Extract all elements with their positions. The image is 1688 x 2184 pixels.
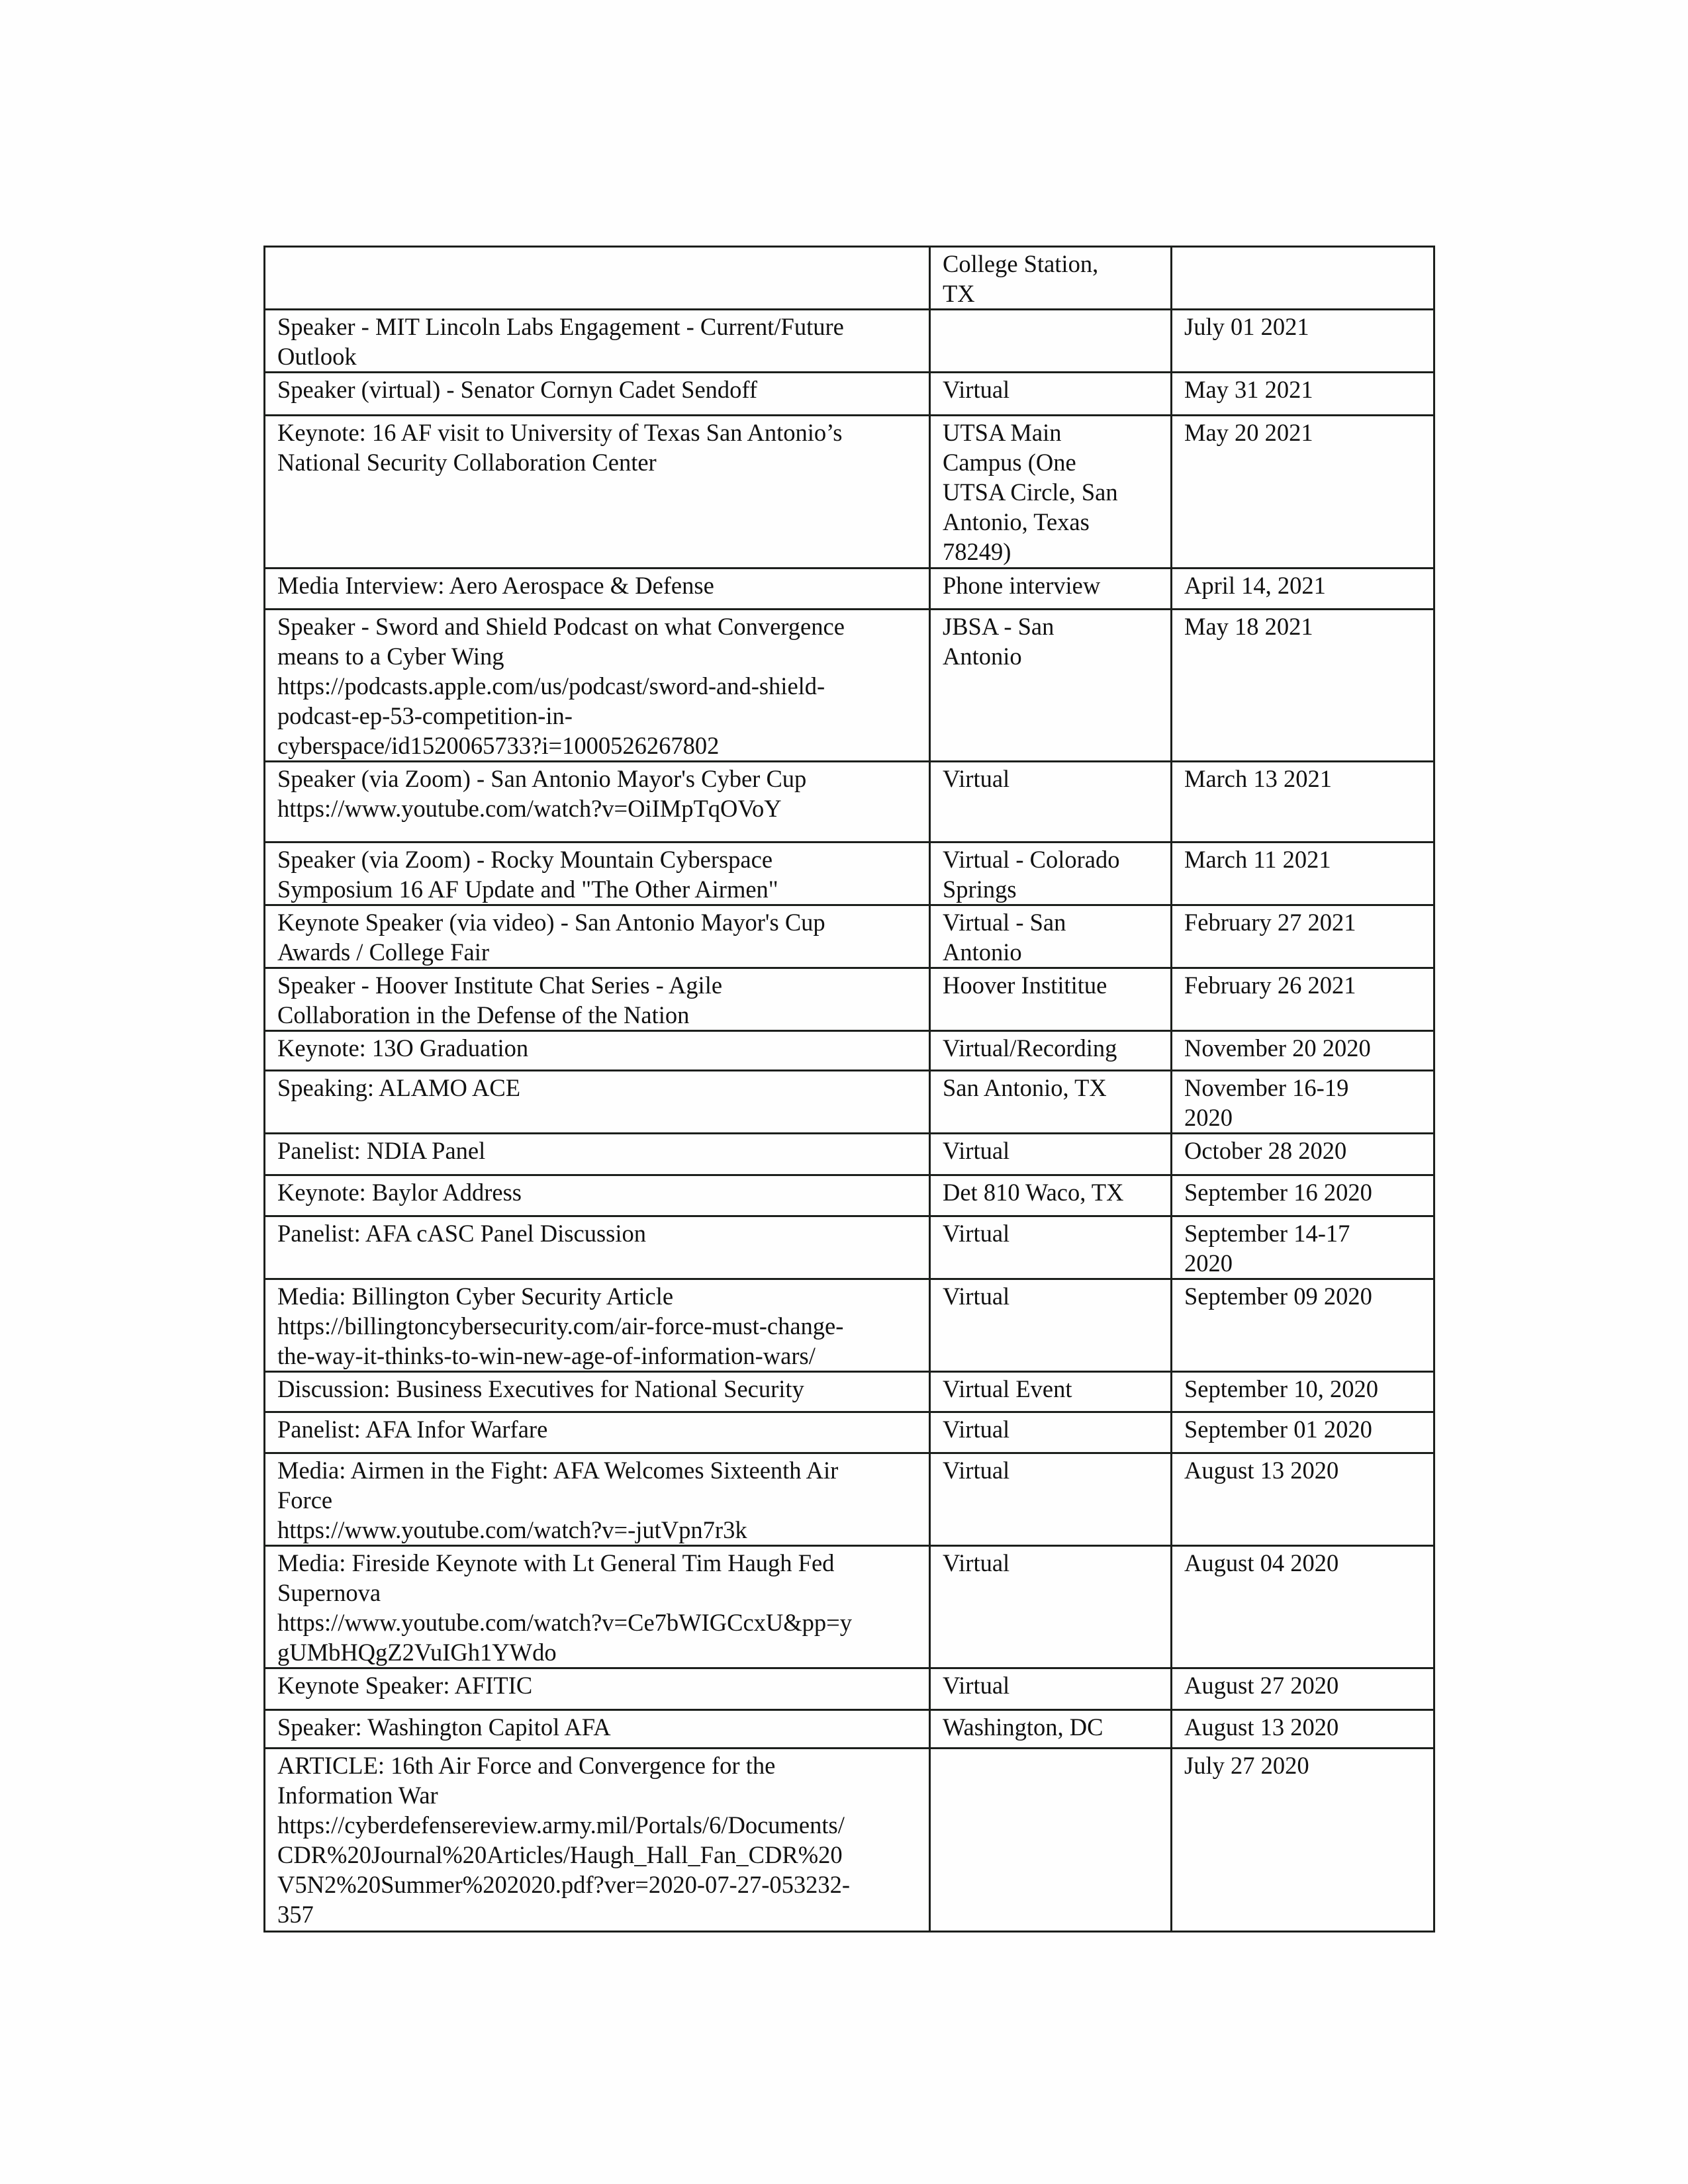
event-text: Speaker (via Zoom) - San Antonio Mayor's Cyber Cup <box>277 765 807 792</box>
location-text: Virtual/Recording <box>943 1034 1117 1062</box>
event-text: Panelist: NDIA Panel <box>277 1137 486 1164</box>
date-text: November 16-19 <box>1184 1074 1349 1101</box>
table-row <box>265 1453 1434 1546</box>
date-text: July 27 2020 <box>1184 1752 1309 1779</box>
location-text: Campus (One <box>943 449 1076 476</box>
location-cell <box>930 310 1172 373</box>
date-text: May 20 2021 <box>1184 419 1313 446</box>
location-text: JBSA - San <box>943 613 1055 640</box>
event-text: Outlook <box>277 343 357 370</box>
date-text: November 20 2020 <box>1184 1034 1371 1062</box>
event-text: Keynote Speaker (via video) - San Antonio Mayor's Cup <box>277 909 825 936</box>
location-text: College Station, <box>943 250 1099 277</box>
date-text: 2020 <box>1184 1104 1233 1131</box>
event-text: Speaker (virtual) - Senator Cornyn Cadet Sendoff <box>277 376 758 403</box>
location-text: UTSA Main <box>943 419 1062 446</box>
location-text: Virtual - San <box>943 909 1066 936</box>
event-cell <box>265 1031 930 1071</box>
date-cell <box>1172 373 1434 416</box>
table-row <box>265 905 1434 968</box>
location-text: Virtual <box>943 1457 1010 1484</box>
url-text: gUMbHQgZ2VuIGh1YWdo <box>277 1639 557 1666</box>
event-text: means to a Cyber Wing <box>277 643 504 670</box>
date-cell <box>1172 247 1434 310</box>
location-text: Phone interview <box>943 572 1101 599</box>
event-text: Keynote Speaker: AFITIC <box>277 1672 533 1699</box>
date-cell <box>1172 416 1434 569</box>
event-text: Symposium 16 AF Update and "The Other Airmen" <box>277 876 778 903</box>
event-cell <box>265 905 930 968</box>
table-row <box>265 1134 1434 1175</box>
location-text: UTSA Circle, San <box>943 478 1118 506</box>
location-cell <box>930 905 1172 968</box>
event-cell <box>265 1546 930 1668</box>
location-cell <box>930 1071 1172 1134</box>
date-cell <box>1172 1071 1434 1134</box>
date-text: March 13 2021 <box>1184 765 1333 792</box>
event-cell <box>265 1412 930 1453</box>
event-text: Panelist: AFA cASC Panel Discussion <box>277 1220 646 1247</box>
event-text: Media: Billington Cyber Security Article <box>277 1283 674 1310</box>
location-text: Springs <box>943 876 1017 903</box>
event-text: Media Interview: Aero Aerospace & Defense <box>277 572 714 599</box>
table-row <box>265 1175 1434 1216</box>
event-cell <box>265 762 930 842</box>
table-row <box>265 842 1434 905</box>
location-text: Antonio <box>943 643 1022 670</box>
event-text: Keynote: 13O Graduation <box>277 1034 529 1062</box>
location-cell <box>930 1279 1172 1372</box>
date-text: August 04 2020 <box>1184 1549 1339 1576</box>
table-row <box>265 373 1434 416</box>
date-text: April 14, 2021 <box>1184 572 1326 599</box>
location-cell <box>930 569 1172 610</box>
event-cell <box>265 1216 930 1279</box>
event-text: Awards / College Fair <box>277 938 490 966</box>
location-cell <box>930 1031 1172 1071</box>
url-text: https://billingtoncybersecurity.com/air-force-must-change- <box>277 1312 844 1340</box>
event-cell <box>265 1453 930 1546</box>
event-text: Speaker - Hoover Institute Chat Series - Agile <box>277 972 723 999</box>
date-cell <box>1172 1412 1434 1453</box>
location-cell <box>930 1216 1172 1279</box>
date-cell <box>1172 762 1434 842</box>
url-text: https://cyberdefensereview.army.mil/Portals/6/Documents/ <box>277 1811 845 1839</box>
event-text: Discussion: Business Executives for National Security <box>277 1375 804 1402</box>
location-cell <box>930 1372 1172 1412</box>
date-cell <box>1172 569 1434 610</box>
event-cell <box>265 1710 930 1749</box>
location-cell <box>930 1175 1172 1216</box>
event-text: Speaker: Washington Capitol AFA <box>277 1713 611 1741</box>
date-cell <box>1172 968 1434 1031</box>
table-row <box>265 1031 1434 1071</box>
location-text: Virtual <box>943 1137 1010 1164</box>
event-cell <box>265 416 930 569</box>
location-cell <box>930 762 1172 842</box>
url-text: podcast-ep-53-competition-in- <box>277 702 573 729</box>
date-text: May 18 2021 <box>1184 613 1313 640</box>
event-cell <box>265 1175 930 1216</box>
table-row <box>265 1668 1434 1710</box>
url-text: https://www.youtube.com/watch?v=Ce7bWIGCcxU&pp=y <box>277 1609 853 1636</box>
date-cell <box>1172 1546 1434 1668</box>
event-cell <box>265 373 930 416</box>
event-text: Speaker - MIT Lincoln Labs Engagement - Current/Future <box>277 313 844 340</box>
location-cell <box>930 247 1172 310</box>
location-text: Virtual - Colorado <box>943 846 1120 873</box>
table-row <box>265 610 1434 762</box>
date-text: February 27 2021 <box>1184 909 1356 936</box>
date-cell <box>1172 1175 1434 1216</box>
location-cell <box>930 1412 1172 1453</box>
date-cell <box>1172 1279 1434 1372</box>
event-text: ARTICLE: 16th Air Force and Convergence for the <box>277 1752 776 1779</box>
location-text: 78249) <box>943 538 1011 565</box>
location-cell <box>930 1749 1172 1932</box>
location-text: Virtual <box>943 1416 1010 1443</box>
location-cell <box>930 842 1172 905</box>
event-text: Speaker (via Zoom) - Rocky Mountain Cyberspace <box>277 846 773 873</box>
url-text: 357 <box>277 1901 314 1928</box>
table-row <box>265 1279 1434 1372</box>
url-text: cyberspace/id1520065733?i=1000526267802 <box>277 732 720 759</box>
location-text: Antonio, Texas <box>943 508 1090 535</box>
date-cell <box>1172 1668 1434 1710</box>
date-text: February 26 2021 <box>1184 972 1356 999</box>
table-row <box>265 1216 1434 1279</box>
date-cell <box>1172 310 1434 373</box>
date-text: September 09 2020 <box>1184 1283 1372 1310</box>
location-cell <box>930 610 1172 762</box>
date-cell <box>1172 610 1434 762</box>
date-cell <box>1172 1749 1434 1932</box>
event-text: Speaking: ALAMO ACE <box>277 1074 521 1101</box>
url-text: https://podcasts.apple.com/us/podcast/sword-and-shield- <box>277 672 825 700</box>
date-text: March 11 2021 <box>1184 846 1331 873</box>
url-text: https://www.youtube.com/watch?v=OiIMpTqOVoY <box>277 795 782 822</box>
date-cell <box>1172 842 1434 905</box>
event-cell <box>265 1749 930 1932</box>
event-cell <box>265 842 930 905</box>
location-text: Virtual <box>943 1672 1010 1699</box>
date-text: May 31 2021 <box>1184 376 1313 403</box>
location-text: Antonio <box>943 938 1022 966</box>
table-row <box>265 416 1434 569</box>
location-text: Hoover Instititue <box>943 972 1107 999</box>
event-cell <box>265 968 930 1031</box>
date-text: September 14-17 <box>1184 1220 1350 1247</box>
table-row <box>265 310 1434 373</box>
location-text: Washington, DC <box>943 1713 1103 1741</box>
event-cell <box>265 569 930 610</box>
date-text: August 13 2020 <box>1184 1457 1339 1484</box>
date-cell <box>1172 1216 1434 1279</box>
date-text: 2020 <box>1184 1250 1233 1277</box>
event-text: Speaker - Sword and Shield Podcast on what Convergence <box>277 613 845 640</box>
date-text: July 01 2021 <box>1184 313 1309 340</box>
event-text: Keynote: Baylor Address <box>277 1179 522 1206</box>
event-cell <box>265 610 930 762</box>
location-text: Det 810 Waco, TX <box>943 1179 1124 1206</box>
date-cell <box>1172 1453 1434 1546</box>
date-text: September 10, 2020 <box>1184 1375 1378 1402</box>
table-row <box>265 762 1434 842</box>
table-row <box>265 569 1434 610</box>
events-table <box>263 246 1435 1933</box>
event-cell <box>265 1071 930 1134</box>
url-text: V5N2%20Summer%202020.pdf?ver=2020-07-27-053232- <box>277 1871 851 1898</box>
url-text: the-way-it-thinks-to-win-new-age-of-information-wars/ <box>277 1342 816 1369</box>
table-row <box>265 968 1434 1031</box>
event-text: Information War <box>277 1782 438 1809</box>
event-cell <box>265 1372 930 1412</box>
event-cell <box>265 1279 930 1372</box>
event-text: Panelist: AFA Infor Warfare <box>277 1416 548 1443</box>
event-cell <box>265 247 930 310</box>
date-text: October 28 2020 <box>1184 1137 1347 1164</box>
event-text: Media: Fireside Keynote with Lt General Tim Haugh Fed <box>277 1549 835 1576</box>
date-text: September 01 2020 <box>1184 1416 1372 1443</box>
table-row <box>265 1412 1434 1453</box>
url-text: https://www.youtube.com/watch?v=-jutVpn7r3k <box>277 1516 747 1543</box>
location-cell <box>930 1453 1172 1546</box>
date-cell <box>1172 905 1434 968</box>
location-cell <box>930 373 1172 416</box>
date-cell <box>1172 1134 1434 1175</box>
table-row <box>265 1372 1434 1412</box>
event-text: Supernova <box>277 1579 381 1606</box>
date-cell <box>1172 1372 1434 1412</box>
table-row <box>265 1546 1434 1668</box>
location-text: Virtual Event <box>943 1375 1072 1402</box>
date-text: August 27 2020 <box>1184 1672 1339 1699</box>
event-text: Force <box>277 1486 333 1514</box>
date-cell <box>1172 1031 1434 1071</box>
location-cell <box>930 1134 1172 1175</box>
event-cell <box>265 1134 930 1175</box>
event-text: National Security Collaboration Center <box>277 449 657 476</box>
table-row <box>265 1749 1434 1932</box>
location-cell <box>930 1668 1172 1710</box>
location-text: TX <box>943 280 975 307</box>
location-cell <box>930 1546 1172 1668</box>
location-cell <box>930 1710 1172 1749</box>
event-cell <box>265 1668 930 1710</box>
location-text: Virtual <box>943 765 1010 792</box>
event-text: Keynote: 16 AF visit to University of Texas San Antonio’s <box>277 419 843 446</box>
table-row <box>265 247 1434 310</box>
location-text: San Antonio, TX <box>943 1074 1107 1101</box>
location-cell <box>930 968 1172 1031</box>
date-text: September 16 2020 <box>1184 1179 1372 1206</box>
table-row <box>265 1710 1434 1749</box>
location-cell <box>930 416 1172 569</box>
table-row <box>265 1071 1434 1134</box>
date-text: August 13 2020 <box>1184 1713 1339 1741</box>
location-text: Virtual <box>943 1283 1010 1310</box>
event-text: Media: Airmen in the Fight: AFA Welcomes Sixteenth Air <box>277 1457 839 1484</box>
url-text: CDR%20Journal%20Articles/Haugh_Hall_Fan_CDR%20 <box>277 1841 843 1868</box>
date-cell <box>1172 1710 1434 1749</box>
location-text: Virtual <box>943 1549 1010 1576</box>
location-text: Virtual <box>943 376 1010 403</box>
location-text: Virtual <box>943 1220 1010 1247</box>
event-cell <box>265 310 930 373</box>
event-text: Collaboration in the Defense of the Nation <box>277 1001 690 1028</box>
